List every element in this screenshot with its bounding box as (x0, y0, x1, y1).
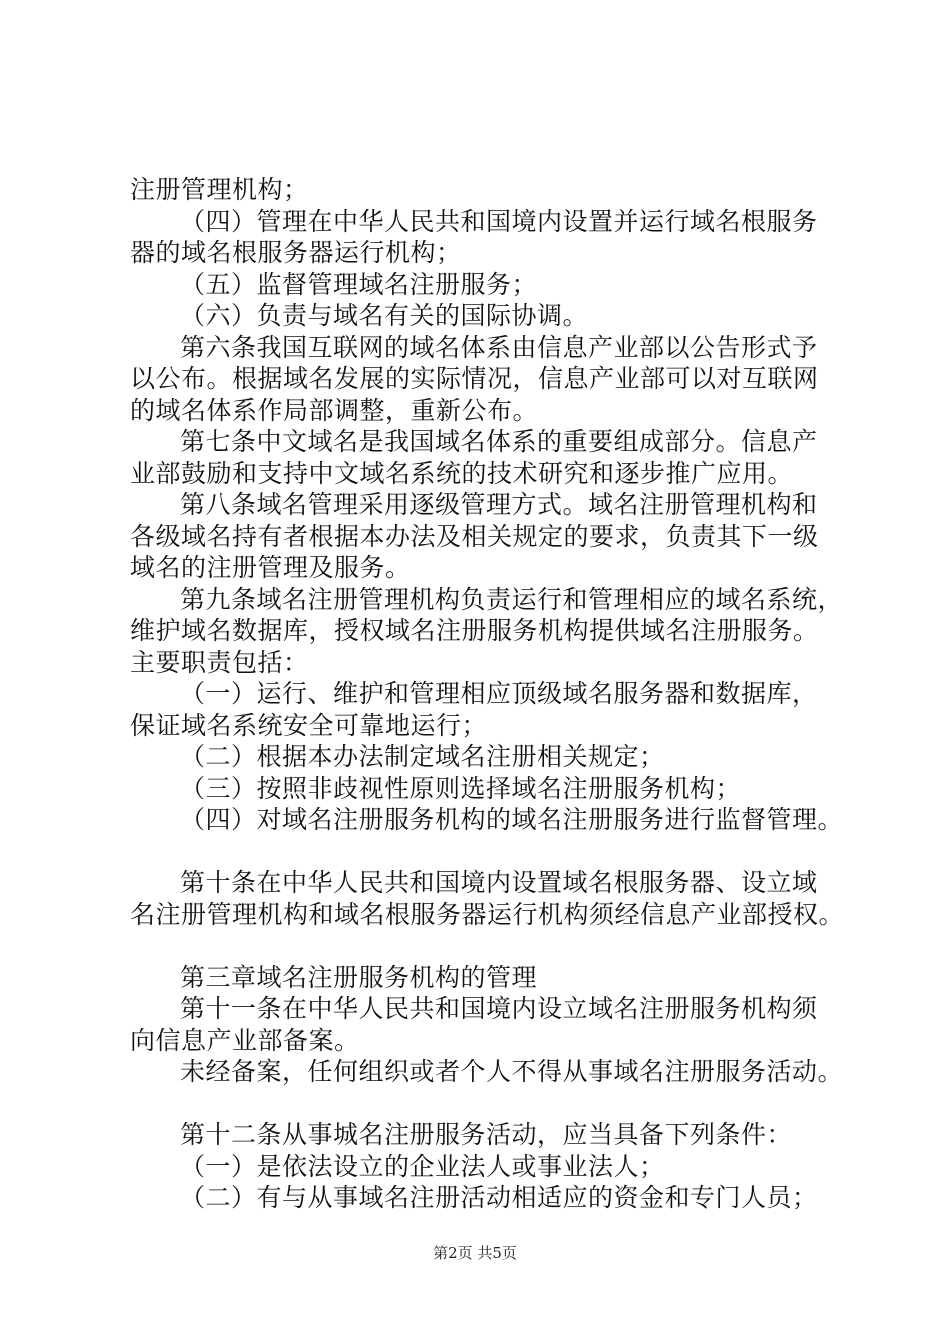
document-body (130, 174, 845, 1214)
text-line: 向信息产业部备案。 (130, 1025, 360, 1055)
text-line: （三）按照非歧视性原则选择域名注册服务机构； (180, 773, 742, 803)
text-line: （四）对域名注册服务机构的域名注册服务进行监督管理。 (180, 805, 844, 834)
text-line: （一）运行、维护和管理相应顶级域名服务器和数据库， (180, 679, 818, 708)
text-line: 的域名体系作局部调整，重新公布。 (130, 395, 539, 425)
text-line: 未经备案，任何组织或者个人不得从事域名注册服务活动。 (180, 1057, 844, 1086)
text-line: 第六条我国互联网的域名体系由信息产业部以公告形式予 (180, 332, 818, 362)
text-line: 名注册管理机构和域名根服务器运行机构须经信息产业部授权。 (130, 899, 845, 929)
text-line: 注册管理机构； (130, 175, 309, 204)
text-line: （五）监督管理域名注册服务； (180, 269, 538, 299)
text-line: 第十条在中华人民共和国境内设置域名根服务器、设立域 (180, 868, 818, 897)
page-number-footer: 第2页 共5页 (433, 1244, 517, 1262)
paragraph-gap (130, 836, 830, 868)
text-line: 第八条域名管理采用逐级管理方式。域名注册管理机构和 (180, 490, 818, 519)
text-line: 各级域名持有者根据本办法及相关规定的要求，负责其下一级 (130, 521, 819, 551)
paragraph-gap (130, 930, 830, 962)
chapter-heading: 第三章域名注册服务机构的管理 (180, 962, 538, 992)
text-line: （二）根据本办法制定域名注册相关规定； (180, 742, 665, 771)
text-line: 第九条域名注册管理机构负责运行和管理相应的域名系统， (180, 584, 844, 614)
paragraph-gap (130, 1088, 830, 1120)
text-line: 以公布。根据域名发展的实际情况，信息产业部可以对互联网 (130, 364, 819, 393)
text-line: （一）是依法设立的企业法人或事业法人； (180, 1151, 665, 1181)
text-line: 第十一条在中华人民共和国境内设立域名注册服务机构须 (180, 994, 818, 1023)
text-line: 业部鼓励和支持中文域名系统的技术研究和逐步推广应用。 (130, 458, 794, 488)
text-line: （二）有与从事域名注册活动相适应的资金和专门人员； (180, 1183, 818, 1212)
text-line: 第七条中文域名是我国域名体系的重要组成部分。信息产 (180, 427, 818, 456)
text-line: 器的域名根服务器运行机构； (130, 238, 462, 267)
text-line: （四）管理在中华人民共和国境内设置并运行域名根服务 (180, 206, 818, 236)
text-line: 保证域名系统安全可靠地运行； (130, 710, 488, 740)
text-line: 域名的注册管理及服务。 (130, 553, 411, 582)
text-line: 主要职责包括： (130, 647, 309, 677)
text-line: 维护域名数据库，授权域名注册服务机构提供域名注册服务。 (130, 616, 819, 645)
text-line: 第十二条从事城名注册服务活动，应当具备下列条件： (180, 1120, 793, 1149)
text-line: （六）负责与域名有关的国际协调。 (180, 301, 589, 330)
